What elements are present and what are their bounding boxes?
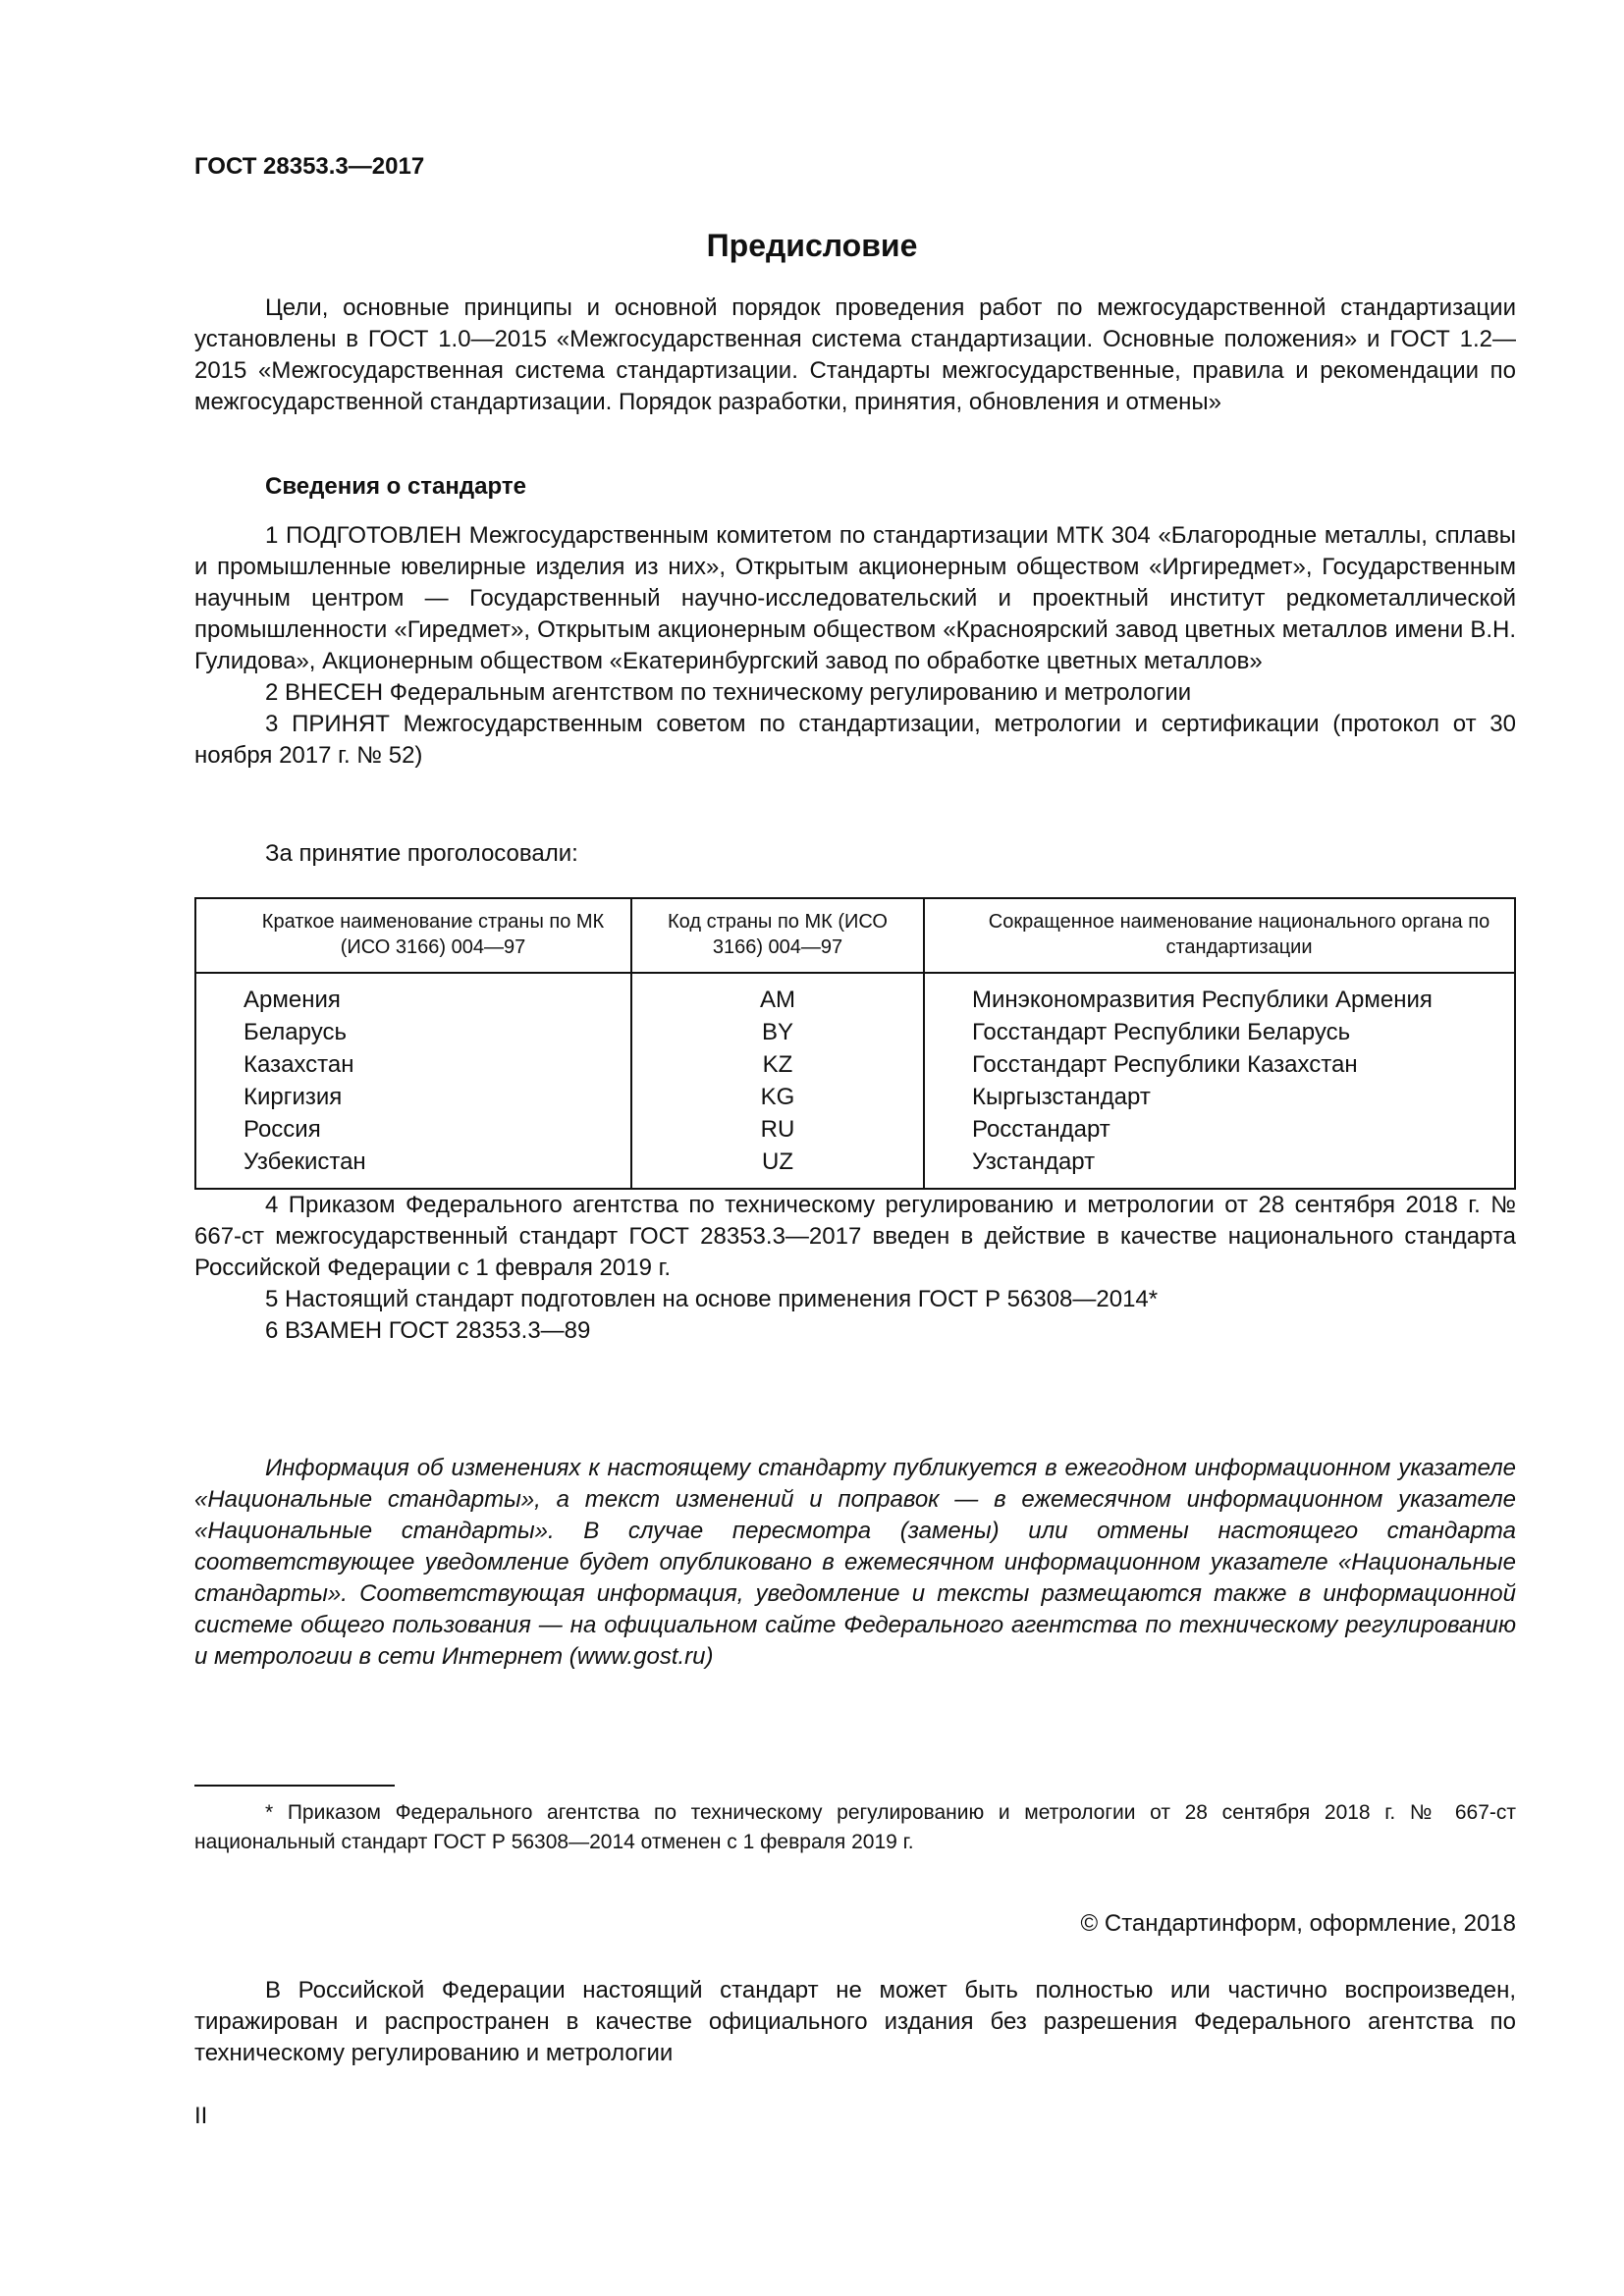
voting-table	[194, 897, 1516, 1190]
table-row	[195, 1081, 1515, 1113]
organization-cell: Узстандарт	[924, 1146, 1515, 1189]
country-cell: Казахстан	[195, 1048, 631, 1081]
country-cell: Россия	[195, 1113, 631, 1146]
voting-table-container	[194, 897, 1516, 1190]
organization-cell: Кыргызстандарт	[924, 1081, 1515, 1113]
code-cell: AM	[631, 973, 924, 1016]
info-item: 6 ВЗАМЕН ГОСТ 28353.3—89	[265, 1317, 591, 1344]
code-cell: RU	[631, 1113, 924, 1146]
country-cell: Киргизия	[195, 1081, 631, 1113]
copyright-notice: © Стандартинформ, оформление, 2018	[1080, 1910, 1516, 1937]
info-item: 5 Настоящий стандарт подготовлен на основе применения ГОСТ Р 56308—2014*	[265, 1286, 1159, 1312]
change-notice-paragraph: Информация об изменениях к настоящему стандарту публикуется в ежегодном информационном указателе «Национальные стандарты», а текст изменений и поправок — в ежемесячном информационном указателе «Национальные стандарты». В случае пересмотра (замены) или отмены настоящего стандарта соответствующее уведомление будет опубликовано в ежемесячном информационном указателе «Национальные стандарты». Соответствующая информация, уведомление и тексты размещаются также в информационной системе общего пользования — на официальном сайте Федерального агентства по техническому регулированию и метрологии в сети Интернет (www.gost.ru)	[194, 1455, 1516, 1670]
footnote-divider	[194, 1785, 395, 1787]
code-cell: KZ	[631, 1048, 924, 1081]
table-row	[195, 973, 1515, 1016]
organization-cell: Госстандарт Республики Казахстан	[924, 1048, 1515, 1081]
info-item: 2 ВНЕСЕН Федеральным агентством по техническому регулированию и метрологии	[265, 679, 1192, 706]
table-row	[195, 1016, 1515, 1048]
page-title: Предисловие	[706, 228, 918, 263]
organization-cell: Минэкономразвития Республики Армения	[924, 973, 1515, 1016]
footnote: * Приказом Федерального агентства по техническому регулированию и метрологии от 28 сентября 2018 г. № 667-ст национальный стандарт ГОСТ Р 56308—2014 отменен с 1 февраля 2019 г.	[194, 1801, 1516, 1853]
standard-info-list	[194, 520, 1516, 772]
code-cell: BY	[631, 1016, 924, 1048]
table-row	[195, 1146, 1515, 1189]
table-header-row	[195, 898, 1515, 973]
table-row	[195, 1048, 1515, 1081]
intro-paragraph: Цели, основные принципы и основной порядок проведения работ по межгосударственной стандартизации установлены в ГОСТ 1.0—2015 «Межгосударственная система стандартизации. Основные положения» и ГОСТ 1.2—2015 «Межгосударственная система стандартизации. Стандарты межгосударственные, правила и рекомендации по межгосударственной стандартизации. Порядок разработки, принятия, обновления и отмены»	[194, 294, 1516, 415]
section-heading: Сведения о стандарте	[265, 473, 526, 500]
column-header: Краткое наименование страны по МК (ИСО 3166) 004—97	[195, 898, 631, 973]
country-cell: Беларусь	[195, 1016, 631, 1048]
info-item: 1 ПОДГОТОВЛЕН Межгосударственным комитетом по стандартизации МТК 304 «Благородные металлы, сплавы и промышленные ювелирные изделия из них», Открытым акционерным обществом «Иргиредмет», Государственным научным центром — Государственный научно-исследовательский и проектный институт редкометаллической промышленности «Гиредмет», Открытым акционерным обществом «Красноярский завод цветных металлов имени В.Н. Гулидова», Акционерным обществом «Екатеринбургский завод по обработке цветных металлов»	[194, 522, 1516, 674]
column-header: Код страны по МК (ИСО 3166) 004—97	[631, 898, 924, 973]
country-cell: Узбекистан	[195, 1146, 631, 1189]
after-table-list	[194, 1190, 1516, 1347]
column-header: Сокращенное наименование национального органа по стандартизации	[924, 898, 1515, 973]
vote-label: За принятие проголосовали:	[265, 840, 578, 867]
table-row	[195, 1113, 1515, 1146]
page-number: II	[194, 2103, 208, 2129]
code-cell: UZ	[631, 1146, 924, 1189]
info-item: 4 Приказом Федерального агентства по техническому регулированию и метрологии от 28 сентября 2018 г. № 667-ст межгосударственный стандарт ГОСТ 28353.3—2017 введен в действие в качестве национального стандарта Российской Федерации с 1 февраля 2019 г.	[194, 1192, 1516, 1281]
rights-paragraph: В Российской Федерации настоящий стандарт не может быть полностью или частично воспроизведен, тиражирован и распространен в качестве официального издания без разрешения Федерального агентства по техническому регулированию и метрологии	[194, 1977, 1516, 2066]
country-cell: Армения	[195, 973, 631, 1016]
document-header: ГОСТ 28353.3—2017	[194, 153, 425, 180]
organization-cell: Госстандарт Республики Беларусь	[924, 1016, 1515, 1048]
info-item: 3 ПРИНЯТ Межгосударственным советом по стандартизации, метрологии и сертификации (протокол от 30 ноября 2017 г. № 52)	[194, 711, 1516, 769]
organization-cell: Росстандарт	[924, 1113, 1515, 1146]
code-cell: KG	[631, 1081, 924, 1113]
